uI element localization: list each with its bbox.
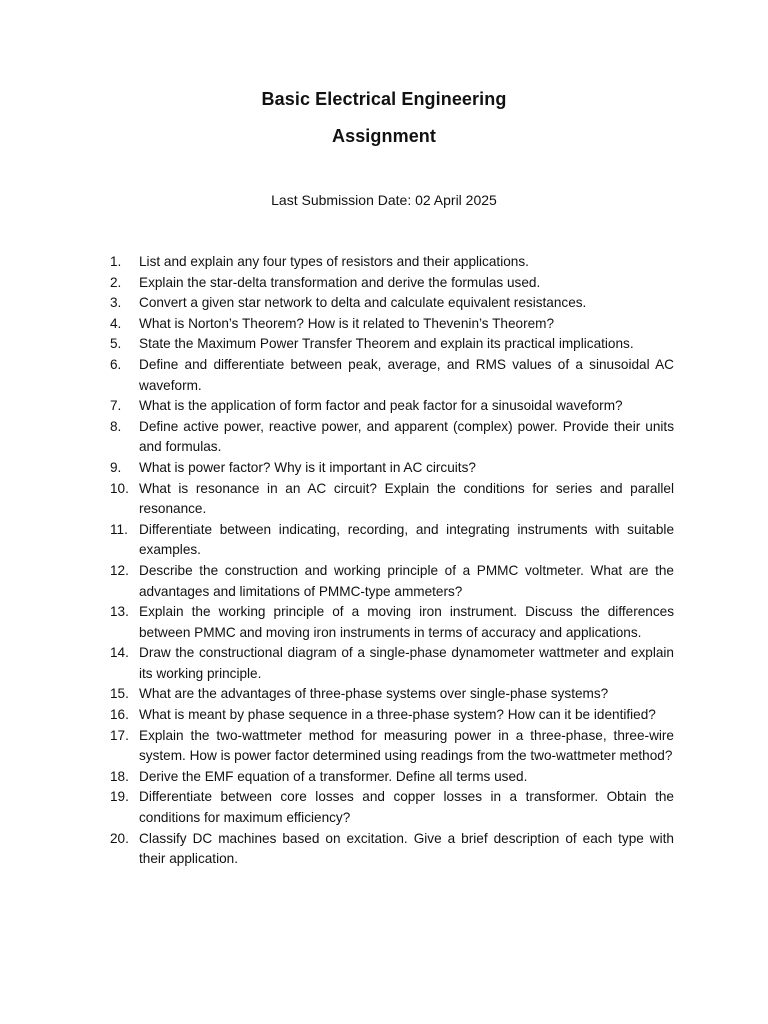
question-number: 14. bbox=[110, 645, 129, 661]
question-number: 2. bbox=[110, 274, 122, 290]
question-item bbox=[110, 767, 674, 788]
document-title: Basic Electrical Engineering bbox=[261, 89, 507, 109]
question-text: What is the application of form factor and peak factor for a sinusoidal waveform? bbox=[139, 398, 623, 414]
question-number: 18. bbox=[110, 768, 129, 784]
question-item bbox=[110, 684, 674, 705]
question-text: Define active power, reactive power, and apparent (complex) power. Provide their units and formulas. bbox=[139, 418, 674, 455]
question-text: Explain the working principle of a moving iron instrument. Discuss the differences between PMMC and moving iron instruments in terms of accuracy and applications. bbox=[139, 604, 674, 640]
question-text: Explain the star-delta transformation and derive the formulas used. bbox=[139, 274, 541, 290]
question-number: 19. bbox=[110, 789, 129, 805]
submission-date: Last Submission Date: 02 April 2025 bbox=[271, 192, 497, 208]
question-text: What is resonance in an AC circuit? Explain the conditions for series and parallel resonance. bbox=[139, 480, 674, 517]
question-item bbox=[110, 417, 674, 458]
question-item bbox=[110, 334, 674, 355]
document-subtitle: Assignment bbox=[331, 126, 437, 146]
question-item bbox=[110, 252, 674, 273]
question-item bbox=[110, 458, 674, 479]
question-item bbox=[110, 705, 674, 726]
question-item bbox=[110, 273, 674, 294]
question-text: Draw the constructional diagram of a single-phase dynamometer wattmeter and explain its working principle. bbox=[139, 645, 674, 681]
question-text: What are the advantages of three-phase systems over single-phase systems? bbox=[139, 686, 609, 702]
question-number: 6. bbox=[110, 356, 122, 372]
question-item bbox=[110, 520, 674, 561]
question-item bbox=[110, 314, 674, 335]
question-text: State the Maximum Power Transfer Theorem and explain its practical implications. bbox=[139, 336, 634, 352]
question-number: 11. bbox=[110, 521, 128, 537]
question-item bbox=[110, 829, 674, 870]
question-text: List and explain any four types of resistors and their applications. bbox=[139, 254, 529, 269]
question-item bbox=[110, 787, 674, 828]
question-number: 4. bbox=[110, 315, 122, 331]
question-item bbox=[110, 602, 674, 643]
question-number: 12. bbox=[110, 562, 129, 578]
question-number: 9. bbox=[110, 459, 122, 475]
question-number: 15. bbox=[110, 686, 129, 702]
question-text: What is meant by phase sequence in a three-phase system? How can it be identified? bbox=[139, 707, 656, 723]
question-item bbox=[110, 355, 674, 396]
question-number: 1. bbox=[110, 254, 122, 269]
question-number: 13. bbox=[110, 604, 129, 620]
question-text: Differentiate between indicating, recording, and integrating instruments with suitable examples. bbox=[139, 521, 674, 558]
question-number: 8. bbox=[110, 418, 122, 434]
question-text: What is power factor? Why is it important in AC circuits? bbox=[139, 459, 476, 475]
question-text: Describe the construction and working principle of a PMMC voltmeter. What are the advantages and limitations of PMMC-type ammeters? bbox=[139, 562, 674, 599]
question-text: Derive the EMF equation of a transformer. Define all terms used. bbox=[139, 768, 528, 784]
question-number: 16. bbox=[110, 707, 129, 723]
question-text: What is Norton’s Theorem? How is it related to Thevenin’s Theorem? bbox=[139, 315, 555, 331]
question-item bbox=[110, 293, 674, 314]
question-text: Convert a given star network to delta and calculate equivalent resistances. bbox=[139, 295, 587, 311]
question-number: 10. bbox=[110, 480, 129, 496]
question-item bbox=[110, 726, 674, 767]
question-text: Differentiate between core losses and copper losses in a transformer. Obtain the conditions for maximum efficiency? bbox=[139, 789, 674, 826]
question-number: 17. bbox=[110, 727, 129, 743]
question-item bbox=[110, 479, 674, 520]
question-number: 7. bbox=[110, 398, 122, 414]
question-item bbox=[110, 396, 674, 417]
question-number: 5. bbox=[110, 336, 122, 352]
question-number: 20. bbox=[110, 830, 129, 846]
question-text: Define and differentiate between peak, average, and RMS values of a sinusoidal AC waveform. bbox=[139, 356, 674, 393]
question-text: Classify DC machines based on excitation. Give a brief description of each type with their application. bbox=[139, 830, 674, 867]
question-text: Explain the two-wattmeter method for measuring power in a three-phase, three-wire system. How is power factor determined using readings from the two-wattmeter method? bbox=[139, 727, 674, 764]
question-item bbox=[110, 643, 674, 684]
question-number: 3. bbox=[110, 295, 122, 311]
question-list bbox=[110, 252, 674, 870]
question-item bbox=[110, 561, 674, 602]
